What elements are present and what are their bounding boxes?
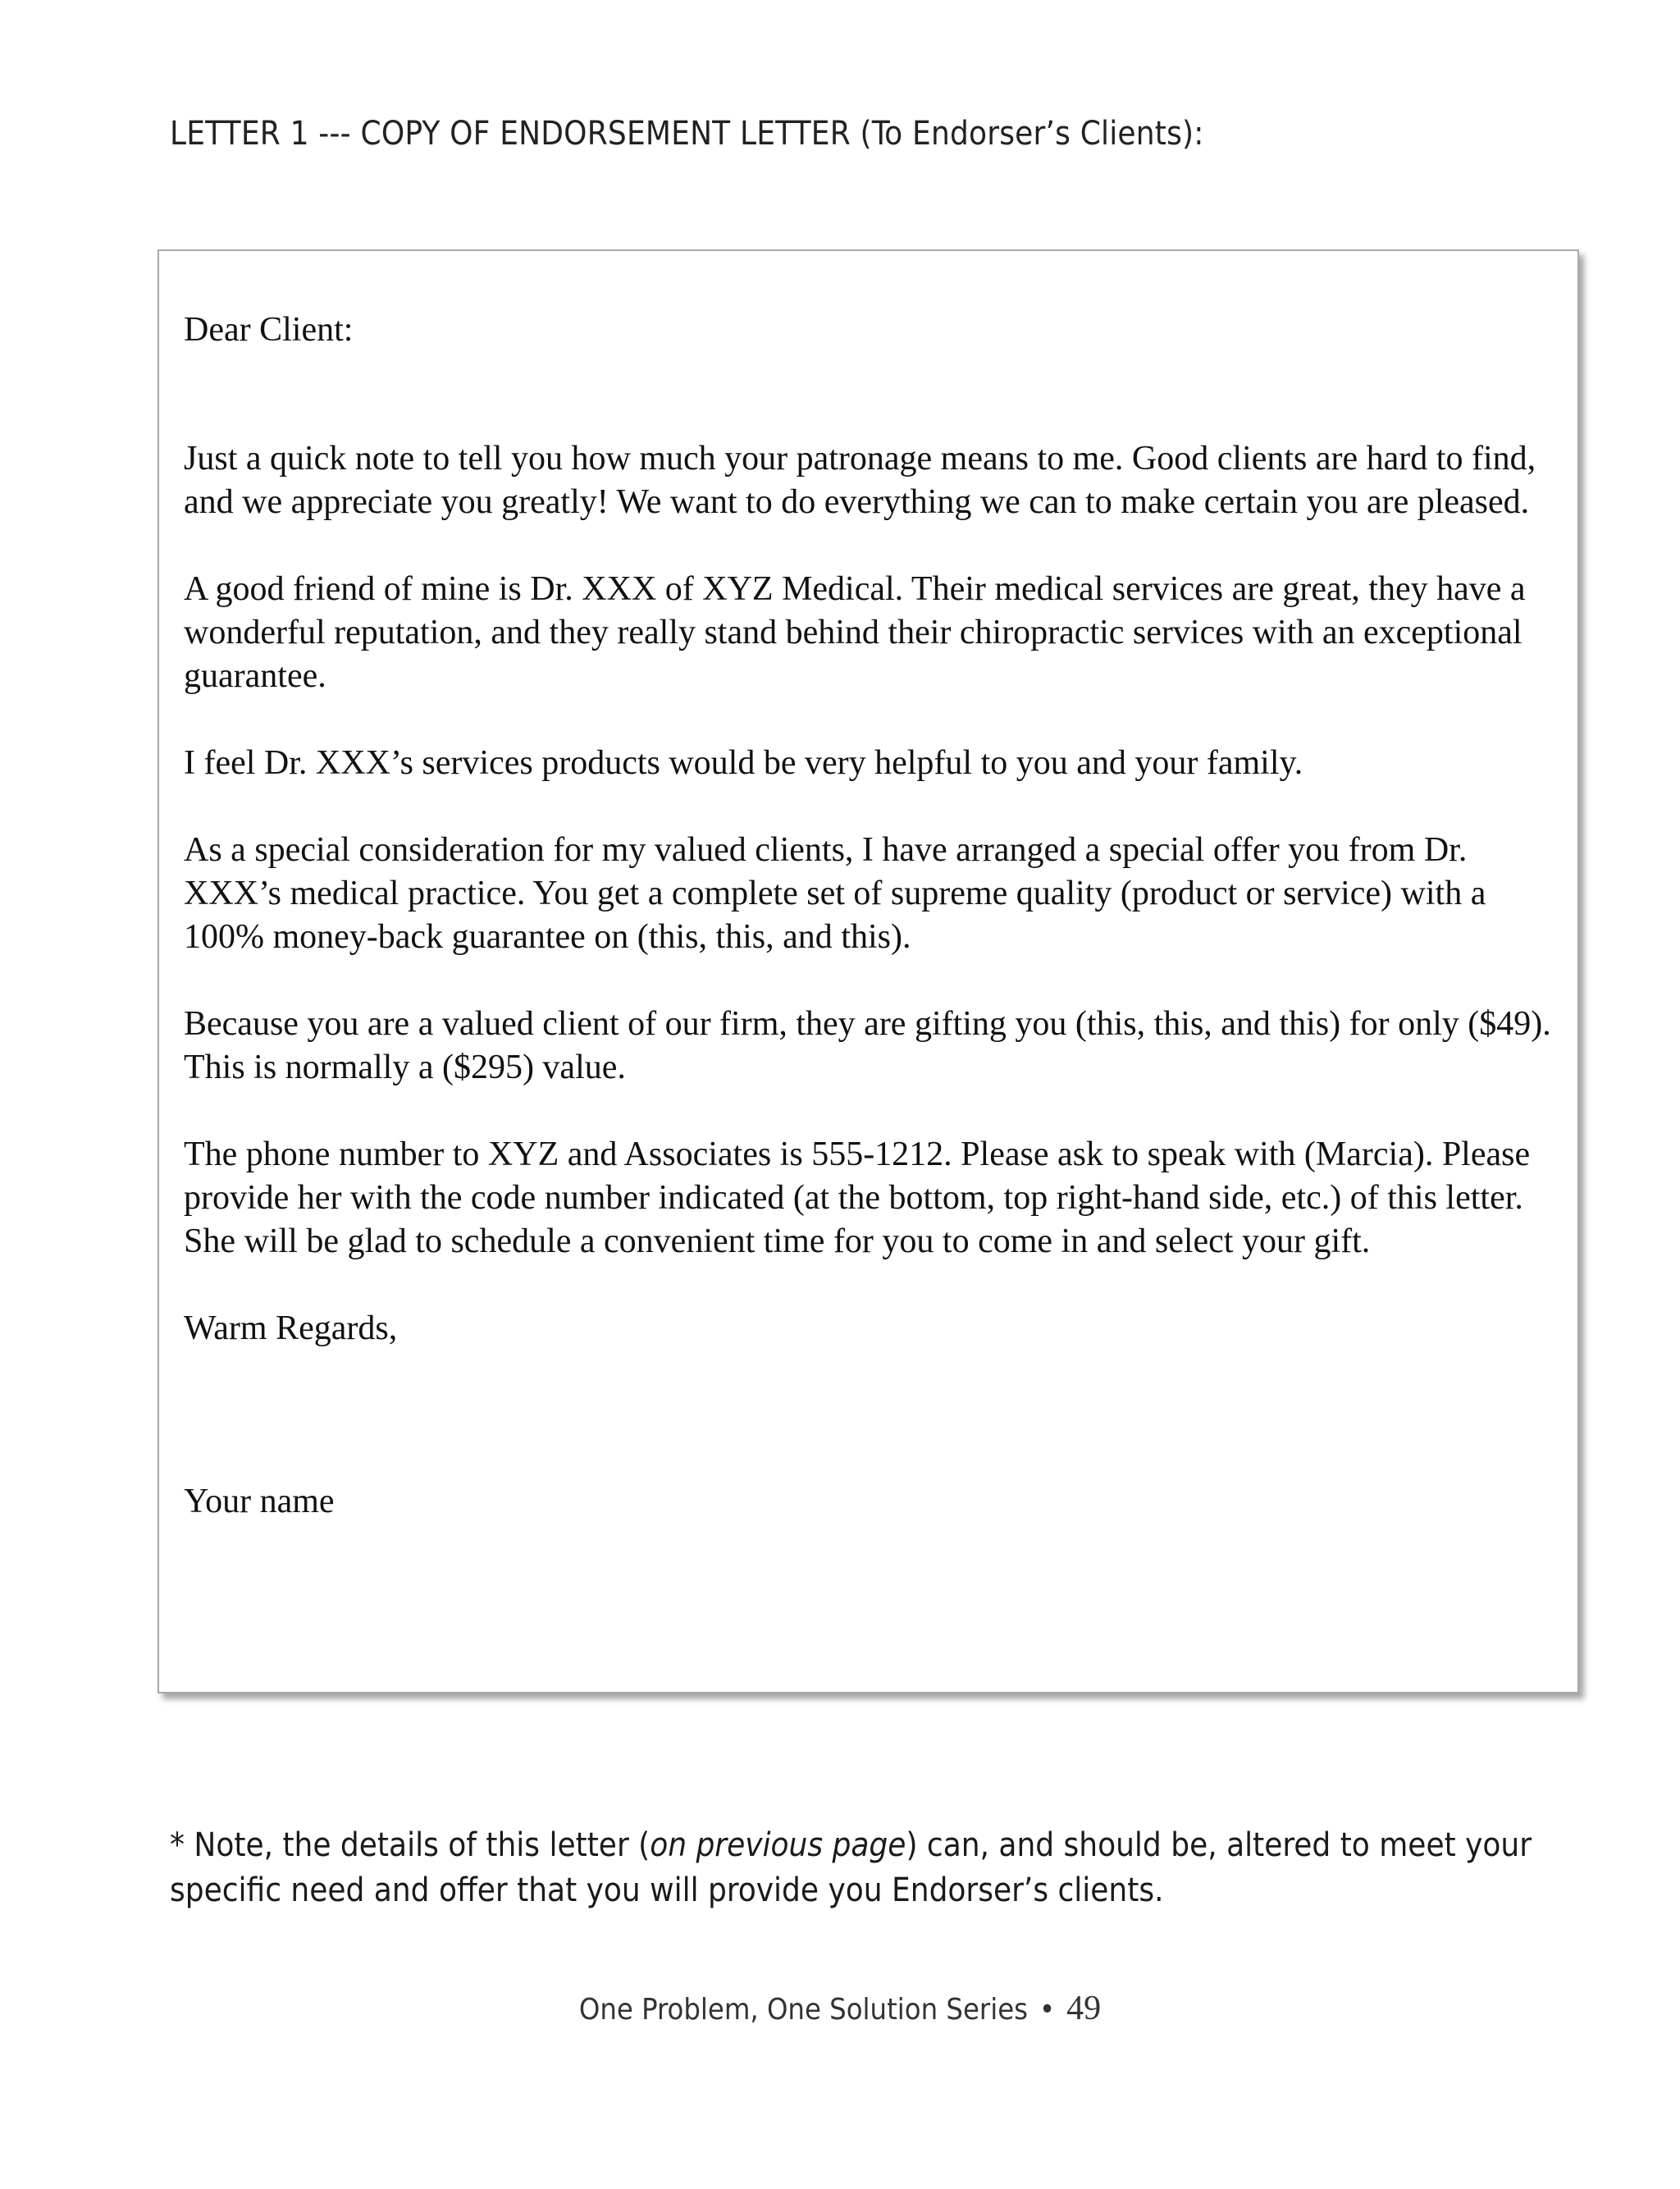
footnote-italic: on previous page bbox=[650, 1826, 906, 1864]
letter-paragraph-4: As a special consideration for my valued clients, I have arranged a special offer you from Dr. XXX’s medical practice. You get a complete set of supreme quality (product or service) with a 100% money-back guarantee on (this, this, and this). bbox=[184, 831, 1486, 956]
letter-paragraph-5: Because you are a valued client of our firm, they are gifting you (this, this, and this) for only ($49). This is normally a ($295) value. bbox=[184, 1005, 1551, 1086]
letter-paragraph-1: Just a quick note to tell you how much your patronage means to me. Good clients are hard to find, and we appreciate you greatly! We want to do everything we can to make certain you are pleased. bbox=[184, 440, 1536, 521]
series-title: One Problem, One Solution Series bbox=[578, 1993, 1029, 2027]
letter-paragraph-3: I feel Dr. XXX’s services products would be very helpful to you and your family. bbox=[184, 744, 1303, 782]
letter-paragraph-2: A good friend of mine is Dr. XXX of XYZ Medical. Their medical services are great, they have a wonderful reputation, and they really stand behind their chiropractic services with an exceptional guarantee. bbox=[184, 570, 1526, 695]
letter-signature: Your name bbox=[184, 1483, 335, 1520]
bullet-separator: • bbox=[1039, 1993, 1056, 2027]
letter-paragraph-6: The phone number to XYZ and Associates is 555-1212. Please ask to speak with (Marcia). Please provide her with the code number indicated (at the bottom, top right-hand side, etc.) of this letter. She will be glad to schedule a convenient time for you to come in and select your gift. bbox=[184, 1136, 1531, 1260]
letter-closing: Warm Regards, bbox=[184, 1309, 398, 1347]
footnote-prefix: * Note, the details of this letter ( bbox=[170, 1826, 651, 1864]
footnote-suffix: ) can, and should be, altered to meet your specific need and offer that you will provide you Endorser’s clients. bbox=[170, 1826, 1532, 1909]
page-footer bbox=[0, 1989, 1680, 2028]
footnote bbox=[170, 1823, 1581, 1913]
page-heading: LETTER 1 --- COPY OF ENDORSEMENT LETTER (To Endorser’s Clients): bbox=[170, 115, 1204, 153]
page-number: 49 bbox=[1066, 1990, 1102, 2027]
letter-body bbox=[184, 308, 1562, 1524]
letter-salutation: Dear Client: bbox=[184, 311, 354, 349]
letter-box bbox=[158, 249, 1579, 1693]
